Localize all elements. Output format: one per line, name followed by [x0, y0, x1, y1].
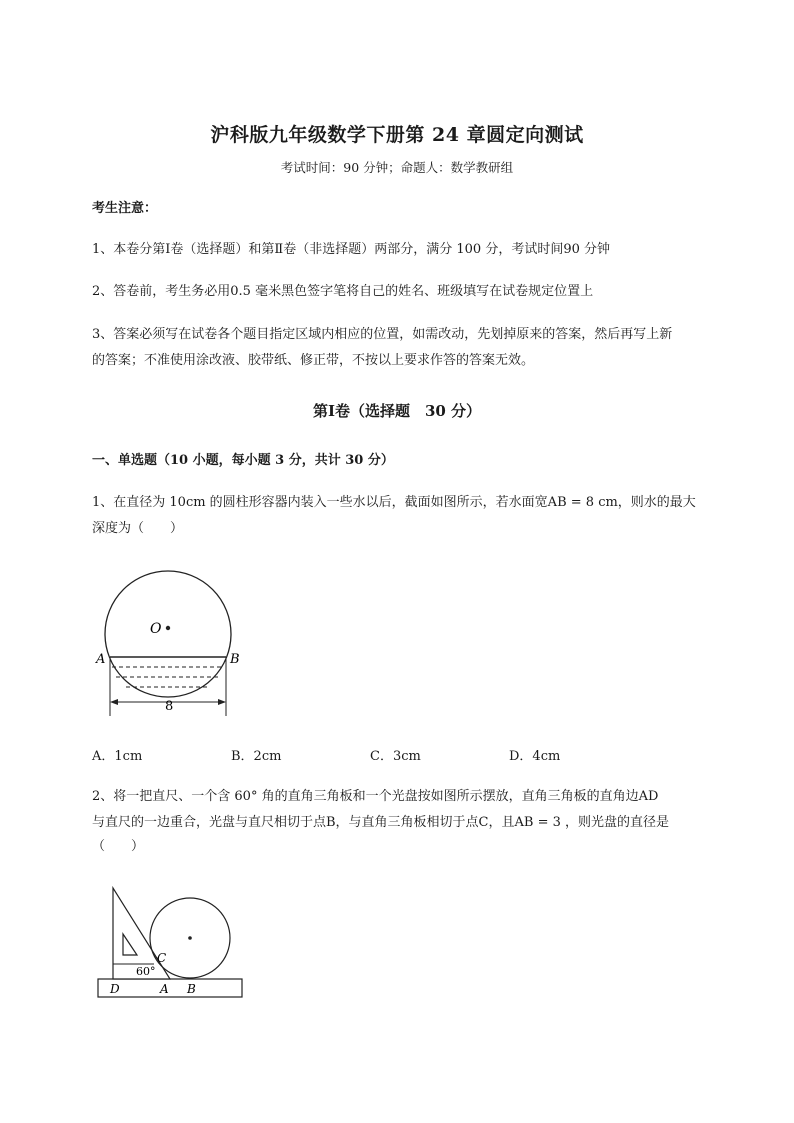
disc-center-dot	[188, 936, 192, 940]
question-1-text: 1、在直径为 10cm 的圆柱形容器内装入一些水以后，截面如图所示，若水面宽AB = 8 cm，则水的最大	[92, 495, 696, 510]
question-2-figure	[94, 880, 250, 1005]
label-o: O	[150, 621, 162, 637]
label-d: D	[110, 982, 120, 996]
arrow-left	[110, 699, 118, 705]
part-heading: 一、单选题（10 小题，每小题 3 分，共计 30 分）	[92, 453, 394, 468]
q1-choice-b: B．2cm	[231, 749, 282, 764]
label-a: A	[96, 652, 106, 667]
label-c: C	[157, 951, 167, 965]
label-a: A	[160, 982, 169, 996]
q1-choice-c: C．3cm	[370, 749, 421, 764]
question-1-text-cont: 深度为（ ）	[92, 521, 184, 536]
label-b: B	[230, 652, 240, 667]
notice-heading: 考生注意：	[92, 201, 158, 216]
question-2-text-cont: 与直尺的一边重合，光盘与直尺相切于点B，与直角三角板相切于点C，且AB = 3 ，则光盘的直径是	[92, 815, 670, 830]
notice-item-3: 3、答案必须写在试卷各个题目指定区域内相应的位置，如需改动，先划掉原来的答案，然后再写上新	[92, 327, 673, 342]
exam-info: 考试时间：90 分钟；命题人：数学教研组	[280, 160, 514, 175]
label-angle: 60°	[136, 965, 156, 978]
arrow-right	[218, 699, 226, 705]
center-dot	[166, 626, 170, 630]
notice-item-1: 1、本卷分第Ⅰ卷（选择题）和第Ⅱ卷（非选择题）两部分，满分 100 分，考试时间90 分钟	[92, 242, 610, 257]
section-title: 第Ⅰ卷（选择题 30 分）	[312, 402, 482, 420]
q1-choice-a: A．1cm	[92, 749, 143, 764]
notice-item-2: 2、答卷前，考生务必用0.5 毫米黑色签字笔将自己的姓名、班级填写在试卷规定位置上	[92, 284, 594, 299]
label-b: B	[187, 982, 196, 996]
page-title: 沪科版九年级数学下册第 24 章圆定向测试	[210, 124, 584, 146]
notice-item-3-cont: 的答案；不准使用涂改液、胶带纸、修正带，不按以上要求作答的答案无效。	[92, 353, 535, 368]
question-2-text-cont-2: （ ）	[92, 839, 145, 854]
q1-choice-d: D．4cm	[509, 749, 561, 764]
label-width: 8	[165, 699, 174, 714]
container-circle	[105, 571, 231, 697]
question-2-text: 2、将一把直尺、一个含 60° 角的直角三角板和一个光盘按如图所示摆放，直角三角板的直角边AD	[92, 789, 659, 804]
question-1-figure	[90, 570, 250, 730]
